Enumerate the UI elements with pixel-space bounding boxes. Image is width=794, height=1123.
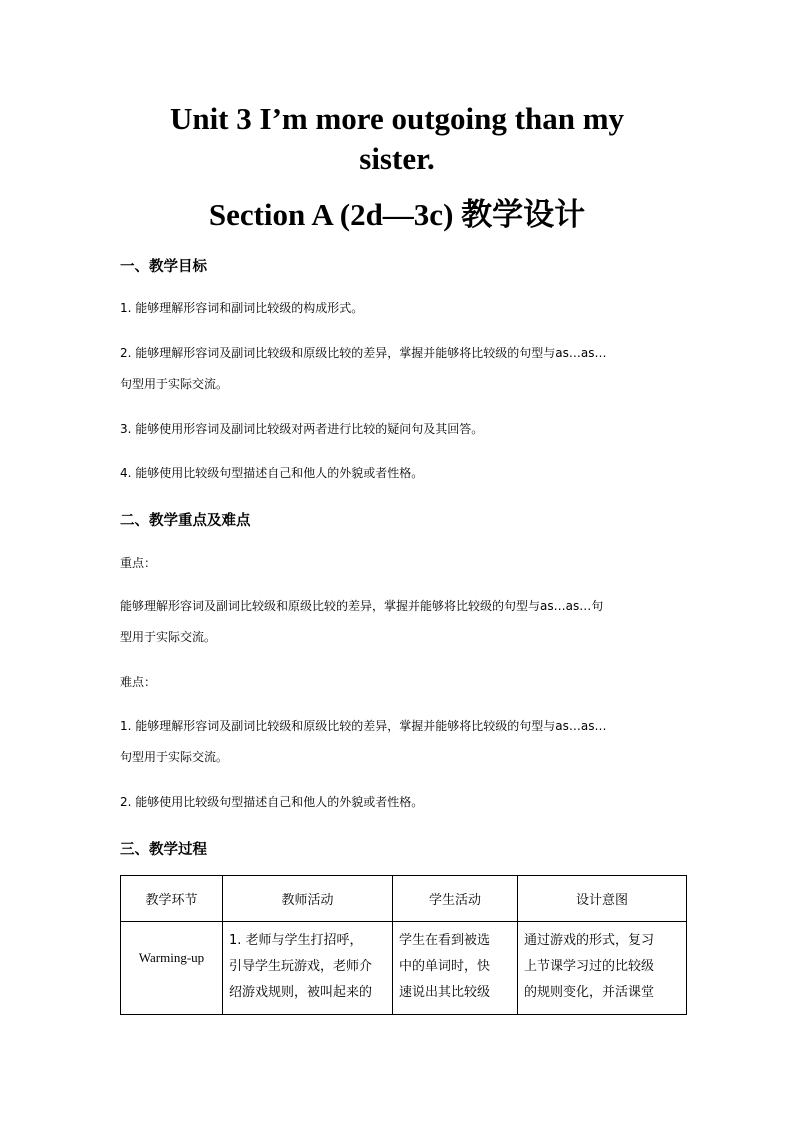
table-header-row [121,876,687,922]
key-points-heading: 二、教学重点及难点 [120,513,251,529]
document-title-line-2: sister. [359,141,435,176]
table-row [121,922,687,1015]
design-intent-line: 通过游戏的形式，复习 [524,933,655,948]
teacher-activity-line: 引导学生玩游戏，老师介 [229,959,373,974]
difficult-item-2: 2. 能够使用比较级句型描述自己和他人的外貌或者性格。 [120,795,424,809]
key-point-text-2: 型用于实际交流。 [120,630,217,644]
objectives-heading: 一、教学目标 [120,259,207,275]
key-point-label: 重点： [120,556,157,570]
stage-cell [121,922,223,1015]
header-design-intent: 设计意图 [518,876,687,922]
difficult-item-1: 1. 能够理解形容词及副词比较级和原级比较的差异，掌握并能够将比较级的句型与as…as… [120,719,607,733]
document-subtitle: Section A (2d—3c) 教学设计 [208,197,586,232]
design-intent-line: 上节课学习过的比较级 [524,959,655,974]
objective-item-2-cont: 句型用于实际交流。 [120,377,229,391]
teacher-activity-line: 绍游戏规则，被叫起来的 [229,985,373,1000]
teacher-activity-cell [223,922,393,1015]
difficult-point-label: 难点： [120,675,157,689]
design-intent-line: 的规则变化，并活课堂 [524,985,655,1000]
objective-item-4: 4. 能够使用比较级句型描述自己和他人的外貌或者性格。 [120,466,424,480]
student-activity-line: 中的单词时，快 [399,959,491,974]
student-activity-line: 学生在看到被选 [399,933,491,948]
header-stage: 教学环节 [121,876,223,922]
document-title-line-1: Unit 3 I’m more outgoing than my [169,101,625,136]
header-teacher-activity: 教师活动 [223,876,393,922]
student-activity-line: 速说出其比较级 [399,985,491,1000]
objective-item-3: 3. 能够使用形容词及副词比较级对两者进行比较的疑问句及其回答。 [120,422,484,436]
student-activity-cell [393,922,518,1015]
header-student-activity: 学生活动 [393,876,518,922]
difficult-item-1-cont: 句型用于实际交流。 [120,750,229,764]
key-point-text-1: 能够理解形容词及副词比较级和原级比较的差异，掌握并能够将比较级的句型与as…as…句 [120,599,604,613]
design-intent-cell [518,922,687,1015]
teaching-process-table [120,875,687,1015]
teacher-activity-line: 1. 老师与学生打招呼， [229,933,363,948]
process-heading: 三、教学过程 [120,842,207,858]
objective-item-1: 1. 能够理解形容词和副词比较级的构成形式。 [120,301,364,315]
objective-item-2: 2. 能够理解形容词及副词比较级和原级比较的差异，掌握并能够将比较级的句型与as…as… [120,346,607,360]
stage-label: Warming-up [138,950,205,965]
